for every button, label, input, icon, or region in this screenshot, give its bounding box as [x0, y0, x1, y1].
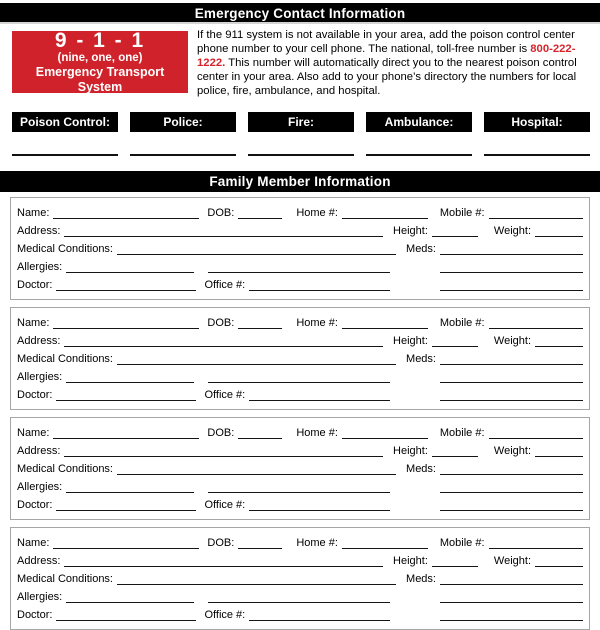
weight-label: Weight: [493, 224, 531, 237]
meds-extra-line-2[interactable] [440, 510, 583, 511]
dob-line[interactable] [238, 328, 282, 329]
ambulance-line[interactable] [366, 154, 472, 156]
meds-line[interactable] [440, 474, 583, 475]
meds-label: Meds: [406, 242, 436, 255]
doctor-line[interactable] [56, 510, 196, 511]
fire-line[interactable] [248, 154, 354, 156]
allergies-extra-line[interactable] [208, 382, 390, 383]
height-label: Height: [393, 554, 428, 567]
height-line[interactable] [432, 456, 478, 457]
police-line[interactable] [130, 154, 236, 156]
medical-conditions-label: Medical Conditions: [17, 352, 113, 365]
member-row-allergies [17, 257, 583, 275]
member-row-identity [17, 423, 583, 441]
allergies-label: Allergies: [17, 260, 63, 273]
mobile-phone-line[interactable] [489, 548, 583, 549]
family-member-card [10, 197, 590, 300]
member-row-allergies [17, 367, 583, 385]
mobile-phone-label: Mobile #: [439, 426, 485, 439]
address-label: Address: [17, 444, 61, 457]
home-phone-label: Home #: [296, 316, 338, 329]
mobile-phone-label: Mobile #: [439, 536, 485, 549]
name-line[interactable] [53, 438, 199, 439]
home-phone-label: Home #: [296, 536, 338, 549]
family-member-card [10, 527, 590, 630]
ambulance-label: Ambulance: [366, 112, 472, 132]
office-phone-line[interactable] [249, 510, 390, 511]
page-title: Emergency Contact Information [194, 6, 406, 21]
home-phone-line[interactable] [342, 548, 428, 549]
mobile-phone-line[interactable] [489, 218, 583, 219]
member-row-address [17, 551, 583, 569]
office-phone-line[interactable] [249, 290, 390, 291]
mobile-phone-line[interactable] [489, 438, 583, 439]
weight-line[interactable] [535, 566, 583, 567]
allergies-label: Allergies: [17, 370, 63, 383]
member-row-identity [17, 203, 583, 221]
meds-extra-line-1[interactable] [440, 272, 583, 273]
address-line[interactable] [64, 346, 383, 347]
emergency-contact-lines-row [12, 154, 590, 156]
weight-line[interactable] [535, 346, 583, 347]
family-section-title: Family Member Information [209, 173, 391, 189]
medical-conditions-line[interactable] [117, 474, 396, 475]
instructions-paragraph [197, 29, 590, 99]
member-row-doctor [17, 275, 583, 293]
member-row-medical [17, 569, 583, 587]
address-line[interactable] [64, 236, 383, 237]
member-row-allergies [17, 587, 583, 605]
member-row-address [17, 441, 583, 459]
meds-label: Meds: [406, 572, 436, 585]
allergies-line[interactable] [66, 492, 194, 493]
dob-label: DOB: [207, 426, 235, 439]
name-label: Name: [17, 206, 50, 219]
office-phone-label: Office #: [204, 388, 246, 401]
instructions-text-after: This number will automatically direct you to the nearest poison control center in your area. Also add to your phone’s directory the numbers for local police, fire, ambulance, and hospital. [197, 56, 577, 97]
member-row-medical [17, 459, 583, 477]
allergies-label: Allergies: [17, 590, 63, 603]
poison-control-line[interactable] [12, 154, 118, 156]
mobile-phone-line[interactable] [489, 328, 583, 329]
allergies-extra-line[interactable] [208, 272, 390, 273]
medical-conditions-line[interactable] [117, 364, 396, 365]
doctor-label: Doctor: [17, 388, 53, 401]
office-phone-line[interactable] [249, 620, 390, 621]
instructions-text-before: If the 911 system is not available in your area, add the poison control center phone number to your cell phone. The national, toll-free number is [197, 29, 575, 55]
name-label: Name: [17, 536, 50, 549]
allergies-extra-line[interactable] [208, 492, 390, 493]
family-section-bar [0, 171, 600, 192]
height-line[interactable] [432, 236, 478, 237]
hospital-line[interactable] [484, 154, 590, 156]
member-row-medical [17, 349, 583, 367]
office-phone-label: Office #: [204, 498, 246, 511]
weight-label: Weight: [493, 334, 531, 347]
allergies-extra-line[interactable] [208, 602, 390, 603]
home-phone-label: Home #: [296, 206, 338, 219]
member-row-identity [17, 533, 583, 551]
home-phone-label: Home #: [296, 426, 338, 439]
meds-extra-line-1[interactable] [440, 602, 583, 603]
allergies-label: Allergies: [17, 480, 63, 493]
family-member-card [10, 307, 590, 410]
address-line[interactable] [64, 566, 383, 567]
poison-control-label: Poison Control: [12, 112, 118, 132]
dob-line[interactable] [238, 438, 282, 439]
name-line[interactable] [53, 218, 199, 219]
height-label: Height: [393, 444, 428, 457]
mobile-phone-label: Mobile #: [439, 206, 485, 219]
name-line[interactable] [53, 328, 199, 329]
height-label: Height: [393, 334, 428, 347]
poison-control-phone-number: 800-222-1222. [197, 42, 576, 69]
office-phone-line[interactable] [249, 400, 390, 401]
office-phone-label: Office #: [204, 608, 246, 621]
name-line[interactable] [53, 548, 199, 549]
emergency-911-box [12, 31, 188, 93]
member-row-doctor [17, 495, 583, 513]
medical-conditions-label: Medical Conditions: [17, 242, 113, 255]
meds-extra-line-1[interactable] [440, 382, 583, 383]
allergies-line[interactable] [66, 382, 194, 383]
weight-label: Weight: [493, 444, 531, 457]
meds-extra-line-2[interactable] [440, 400, 583, 401]
family-member-card [10, 417, 590, 520]
emergency-contact-labels-row [12, 112, 590, 132]
height-line[interactable] [432, 566, 478, 567]
address-label: Address: [17, 224, 61, 237]
intro-section [12, 31, 590, 99]
doctor-label: Doctor: [17, 278, 53, 291]
address-label: Address: [17, 334, 61, 347]
911-system-label: Emergency Transport System [35, 65, 165, 94]
meds-line[interactable] [440, 254, 583, 255]
dob-label: DOB: [207, 316, 235, 329]
member-row-doctor [17, 605, 583, 623]
height-line[interactable] [432, 346, 478, 347]
home-phone-line[interactable] [342, 218, 428, 219]
medical-conditions-label: Medical Conditions: [17, 462, 113, 475]
member-row-allergies [17, 477, 583, 495]
meds-line[interactable] [440, 364, 583, 365]
fire-label: Fire: [248, 112, 354, 132]
weight-label: Weight: [493, 554, 531, 567]
home-phone-line[interactable] [342, 328, 428, 329]
weight-line[interactable] [535, 236, 583, 237]
address-label: Address: [17, 554, 61, 567]
dob-line[interactable] [238, 218, 282, 219]
medical-conditions-line[interactable] [117, 254, 396, 255]
member-row-address [17, 221, 583, 239]
member-row-doctor [17, 385, 583, 403]
dob-line[interactable] [238, 548, 282, 549]
address-line[interactable] [64, 456, 383, 457]
office-phone-label: Office #: [204, 278, 246, 291]
page-header-bar [0, 3, 600, 24]
member-row-identity [17, 313, 583, 331]
name-label: Name: [17, 426, 50, 439]
meds-line[interactable] [440, 584, 583, 585]
police-label: Police: [130, 112, 236, 132]
dob-label: DOB: [207, 206, 235, 219]
allergies-line[interactable] [66, 602, 194, 603]
member-row-address [17, 331, 583, 349]
meds-extra-line-2[interactable] [440, 290, 583, 291]
mobile-phone-label: Mobile #: [439, 316, 485, 329]
meds-label: Meds: [406, 352, 436, 365]
911-number: 9 - 1 - 1 [54, 29, 146, 52]
allergies-line[interactable] [66, 272, 194, 273]
dob-label: DOB: [207, 536, 235, 549]
doctor-label: Doctor: [17, 608, 53, 621]
meds-label: Meds: [406, 462, 436, 475]
medical-conditions-label: Medical Conditions: [17, 572, 113, 585]
doctor-line[interactable] [56, 620, 196, 621]
doctor-line[interactable] [56, 400, 196, 401]
member-row-medical [17, 239, 583, 257]
meds-extra-line-2[interactable] [440, 620, 583, 621]
doctor-line[interactable] [56, 290, 196, 291]
doctor-label: Doctor: [17, 498, 53, 511]
911-phonetic: (nine, one, one) [57, 52, 143, 64]
name-label: Name: [17, 316, 50, 329]
home-phone-line[interactable] [342, 438, 428, 439]
meds-extra-line-1[interactable] [440, 492, 583, 493]
family-members [10, 197, 590, 630]
hospital-label: Hospital: [484, 112, 590, 132]
medical-conditions-line[interactable] [117, 584, 396, 585]
weight-line[interactable] [535, 456, 583, 457]
height-label: Height: [393, 224, 428, 237]
